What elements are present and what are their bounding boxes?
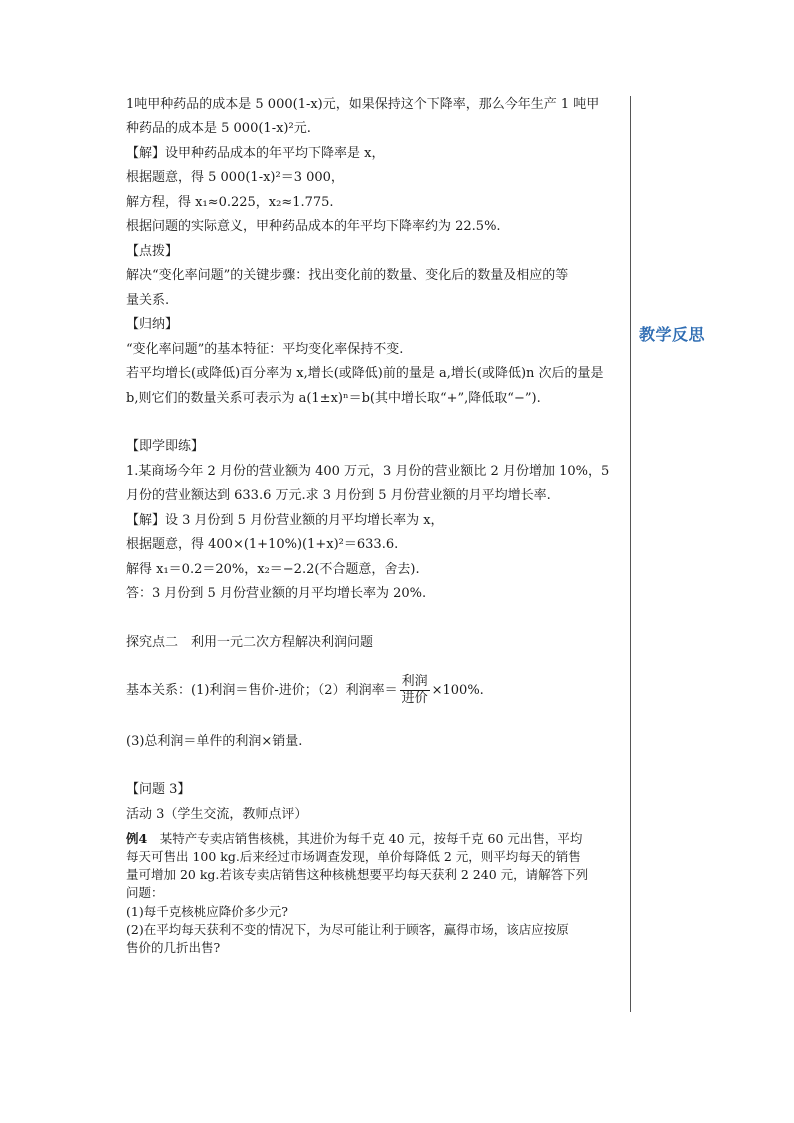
example-label: 例4 xyxy=(126,831,148,846)
text-line: 答：3 月份到 5 月份营业额的月平均增长率为 20%. xyxy=(126,586,427,601)
text-line: (2)在平均每天获利不变的情况下，为尽可能让利于顾客，赢得市场，该店应按原 xyxy=(126,922,569,937)
text-line: 1吨甲种药品的成本是 5 000(1-x)元，如果保持这个下降率，那么今年生产 1 吨甲 xyxy=(126,97,600,112)
text-line: 活动 3（学生交流，教师点评） xyxy=(126,807,308,822)
example-line xyxy=(126,830,582,848)
section-heading: 【归纳】 xyxy=(126,317,179,332)
text-line: 量可增加 20 kg.若该专卖店销售这种核桃想要平均每天获利 2 240 元，请解答下列 xyxy=(126,867,589,882)
fraction-denominator: 进价 xyxy=(401,691,428,706)
column-divider xyxy=(630,96,631,1012)
text-line: 根据题意，得 400×(1+10%)(1+x)²＝633.6. xyxy=(126,537,399,552)
text-line: 【解】设甲种药品成本的年平均下降率是 x， xyxy=(126,146,385,161)
section-title: 探究点二 利用一元二次方程解决利润问题 xyxy=(126,635,374,650)
section-heading: 【即学即练】 xyxy=(126,439,205,454)
text-line: 解得 x₁＝0.2＝20%，x₂＝−2.2(不合题意，舍去). xyxy=(126,562,420,577)
formula-line xyxy=(126,674,484,707)
text-line: 【解】设 3 月份到 5 月份营业额的月平均增长率为 x， xyxy=(126,513,444,528)
fraction-numerator: 利润 xyxy=(401,674,428,689)
text-line: “变化率问题”的基本特征：平均变化率保持不变. xyxy=(126,342,404,357)
text-line: (3)总利润＝单件的利润×销量. xyxy=(126,734,303,749)
side-title: 教学反思 xyxy=(639,325,706,344)
formula-text: 基本关系：(1)利润＝售价-进价；（2）利润率＝ xyxy=(126,683,398,698)
text-line: 月份的营业额达到 633.6 万元.求 3 月份到 5 月份营业额的月平均增长率. xyxy=(126,488,551,503)
text-line: 每天可售出 100 kg.后来经过市场调查发现，单价每降低 2 元，则平均每天的销售 xyxy=(126,849,581,864)
text-line: 根据题意，得 5 000(1-x)²＝3 000， xyxy=(126,170,344,185)
text-line: 根据问题的实际意义，甲种药品成本的年平均下降率约为 22.5%. xyxy=(126,219,501,234)
text-line: 解决“变化率问题”的关键步骤：找出变化前的数量、变化后的数量及相应的等 xyxy=(126,268,569,283)
formula-text: ×100%. xyxy=(431,683,484,698)
fraction xyxy=(400,674,430,707)
section-heading: 【点拨】 xyxy=(126,244,179,259)
section-heading: 【问题 3】 xyxy=(126,782,191,797)
text-line: 问题： xyxy=(126,885,164,900)
text-line: 1.某商场今年 2 月份的营业额为 400 万元，3 月份的营业额比 2 月份增加 10%，5 xyxy=(126,464,610,479)
text-line: 种药品的成本是 5 000(1-x)²元. xyxy=(126,121,311,136)
example-text: 某特产专卖店销售核桃，其进价为每千克 40 元，按每千克 60 元出售，平均 xyxy=(147,831,583,846)
text-line: 量关系. xyxy=(126,293,170,308)
text-line: 售价的几折出售? xyxy=(126,940,221,955)
text-line: 若平均增长(或降低)百分率为 x,增长(或降低)前的量是 a,增长(或降低)n 次后的量是 xyxy=(126,366,604,381)
text-line: b,则它们的数量关系可表示为 a(1±x)ⁿ＝b(其中增长取“+”,降低取“−”). xyxy=(126,391,541,406)
text-line: (1)每千克核桃应降价多少元? xyxy=(126,904,288,919)
text-line: 解方程，得 x₁≈0.225，x₂≈1.775. xyxy=(126,195,334,210)
